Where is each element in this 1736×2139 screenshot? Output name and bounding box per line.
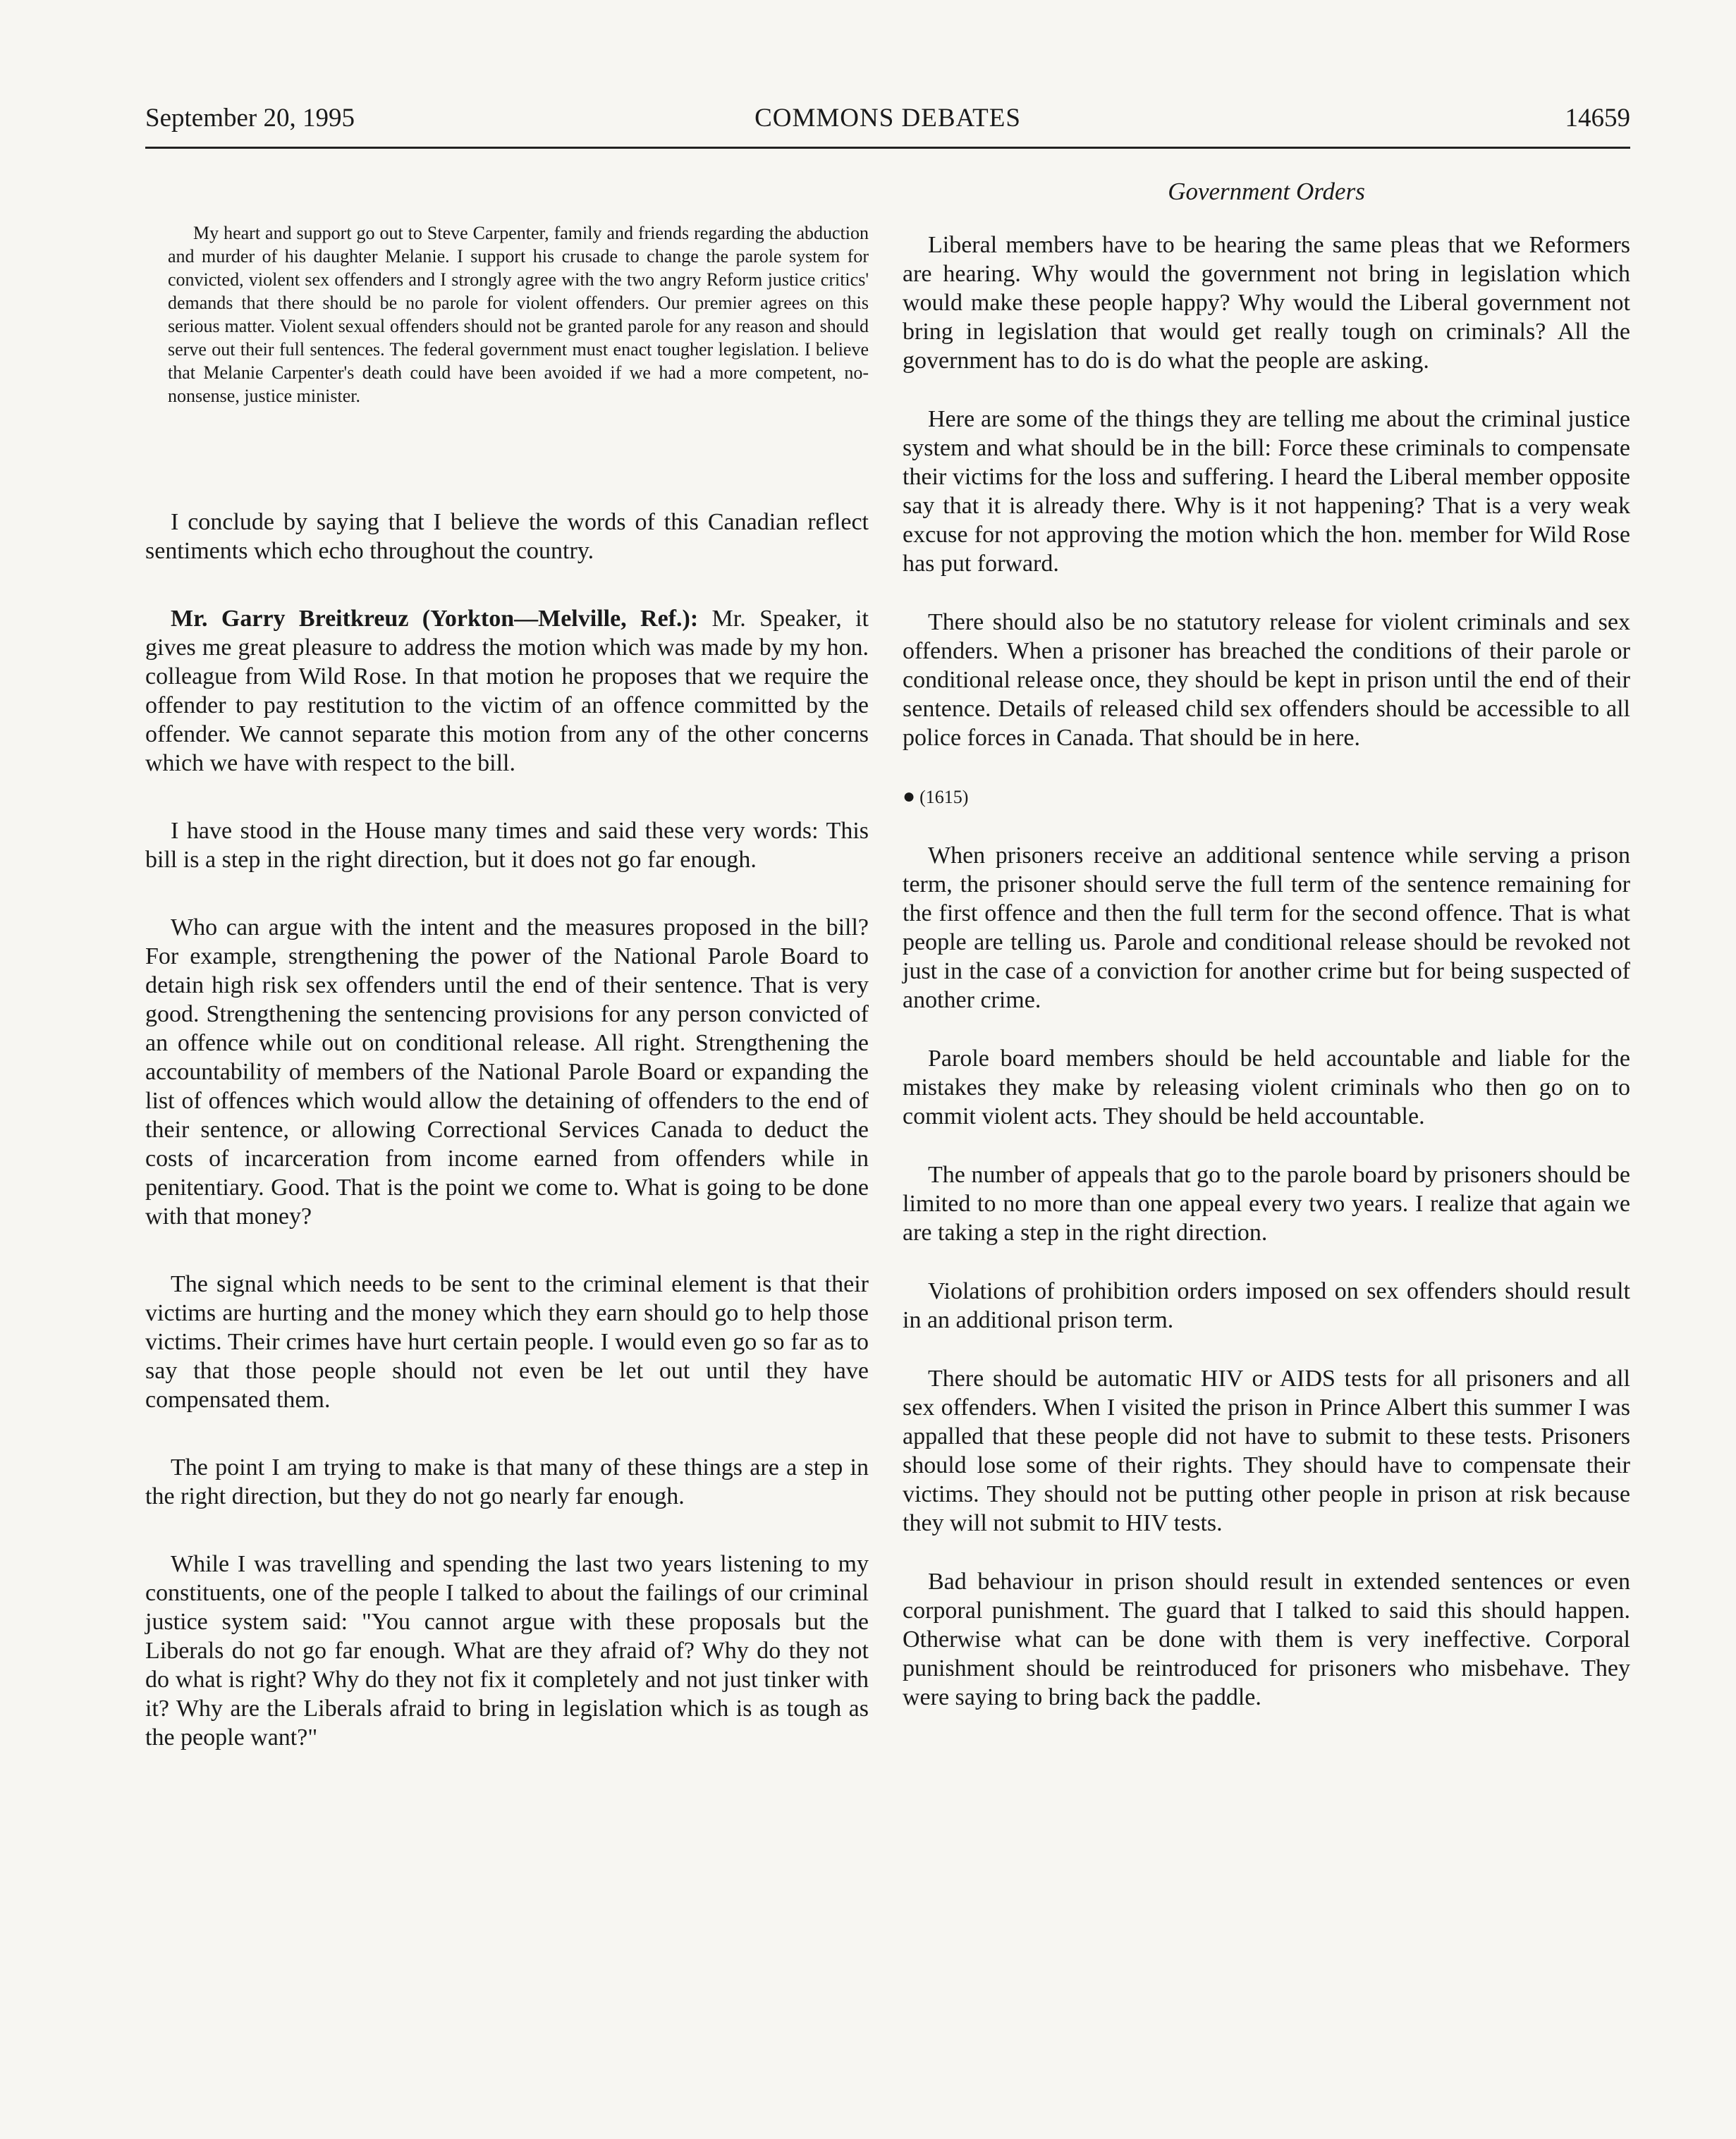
- quoted-letter: [168, 221, 869, 407]
- paragraph: Who can argue with the intent and the measures proposed in the bill? For example, strengthening the power of the National Parole Board to detain high risk sex offenders until the end of their sentence. That is very good. Strengthening the sentencing provisions for any person convicted of an offence while out on conditional release. All right. Strengthening the accountability of members of the National Parole Board or expanding the list of offences which would allow the detaining of offenders to the end of their sentence, or allowing Correctional Services Canada to deduct the costs of incarceration from income earned from offenders while in penitentiary. Good. That is the point we come to. What is going to be done with that money?: [145, 914, 869, 1230]
- paragraph: I conclude by saying that I believe the words of this Canadian reflect sentiments which echo throughout the country.: [145, 509, 869, 564]
- page-header: [145, 97, 1630, 140]
- paragraph: Liberal members have to be hearing the same pleas that we Reformers are hearing. Why would the government not bring in legislation which would make these people happy? Why would the Liberal government not bring in legislation that would get really tough on criminals? All the government has to do is do what the people are asking.: [903, 232, 1630, 374]
- paragraph: Bad behaviour in prison should result in extended sentences or even corporal punishment. The guard that I talked to said this should happen. Otherwise what can be done with them is very ineffective. Corporal punishment should be reintroduced for prisoners who misbehave. They were saying to bring back the paddle.: [903, 1569, 1630, 1710]
- speaker-paragraph: [145, 604, 869, 778]
- paragraph: I have stood in the House many times and said these very words: This bill is a step in the right direction, but it does not go far enough.: [145, 818, 869, 873]
- header-page-number: 14659: [1565, 104, 1630, 133]
- paragraph: The signal which needs to be sent to the criminal element is that their victims are hurting and the money which they earn should go to help those victims. Their crimes have hurt certain people. I would even go so far as to say that those people should not even be let out until they have compensated them.: [145, 1271, 869, 1413]
- header-journal-title: COMMONS DEBATES: [754, 104, 1021, 133]
- paragraph: When prisoners receive an additional sentence while serving a prison term, the prisoner should serve the full term of the sentence remaining for the first offence and then the full term for the second offence. That is what people are telling us. Parole and conditional release should be revoked not just in the case of a conviction for another crime but for being suspected of another crime.: [903, 842, 1630, 1013]
- paragraph: Parole board members should be held accountable and liable for the mistakes they make by releasing violent criminals who then go on to commit violent acts. They should be held accountable.: [903, 1046, 1630, 1129]
- right-column: [903, 231, 1630, 1741]
- timestamp-text: (1615): [919, 787, 969, 807]
- paragraph: The number of appeals that go to the parole board by prisoners should be limited to no more than one appeal every two years. I realize that again we are taking a step in the right direction.: [903, 1162, 1630, 1246]
- paragraph: While I was travelling and spending the last two years listening to my constituents, one of the people I talked to about the failings of our criminal justice system said: "You cannot argue with these proposals but the Liberals do not go far enough. What are they afraid of? Why do they not do what is right? Why do they not fix it completely and not just tinker with it? Why are the Liberals afraid to bring in legislation which is as tough as the people want?": [145, 1551, 869, 1751]
- bullet-icon: ●: [903, 785, 916, 808]
- paragraph: There should be automatic HIV or AIDS tests for all prisoners and all sex offenders. When I visited the prison in Prince Albert this summer I was appalled that these people did not have to submit to these tests. Prisoners should lose some of their rights. They should have to compensate their victims. They should not be putting other people in prison at risk because they will not submit to HIV tests.: [903, 1366, 1630, 1536]
- section-title: Government Orders: [1168, 178, 1365, 205]
- speaker-text: Mr. Speaker, it gives me great pleasure to address the motion which was made by my hon. colleague from Wild Rose. In that motion he proposes that we require the offender to pay restitution to the victim of an offence committed by the offender. We cannot separate this motion from any of the other concerns which we have with respect to the bill.: [145, 606, 869, 776]
- timestamp: [903, 782, 1630, 811]
- paragraph: There should also be no statutory release for violent criminals and sex offenders. When a prisoner has breached the conditions of their parole or conditional release once, they should be kept in prison until the end of their sentence. Details of released child sex offenders should be accessible to all police forces in Canada. That should be in here.: [903, 609, 1630, 751]
- header-date: September 20, 1995: [145, 104, 355, 133]
- left-column: [145, 508, 869, 1791]
- paragraph: The point I am trying to make is that many of these things are a step in the right direction, but they do not go nearly far enough.: [145, 1454, 869, 1509]
- paragraph: Violations of prohibition orders imposed on sex offenders should result in an additional prison term.: [903, 1278, 1630, 1333]
- header-rule: [145, 147, 1630, 149]
- quoted-letter-text: My heart and support go out to Steve Carpenter, family and friends regarding the abduction and murder of his daughter Melanie. I support his crusade to change the parole system for convicted, violent sex offenders and I strongly agree with the two angry Reform justice critics' demands that there should be no parole for violent offenders. Our premier agrees on this serious matter. Violent sexual offenders should not be granted parole for any reason and should serve out their full sentences. The federal government must enact tougher legislation. I believe that Melanie Carpenter's death could have been avoided if we had a more competent, no-nonsense, justice minister.: [168, 223, 869, 406]
- paragraph: Here are some of the things they are telling me about the criminal justice system and what should be in the bill: Force these criminals to compensate their victims for the loss and suffering. I heard the Liberal member opposite say that it is already there. Why is it not happening? That is a very weak excuse for not approving the motion which the hon. member for Wild Rose has put forward.: [903, 406, 1630, 577]
- speaker-name: Mr. Garry Breitkreuz (Yorkton—Melville, Ref.):: [171, 606, 699, 632]
